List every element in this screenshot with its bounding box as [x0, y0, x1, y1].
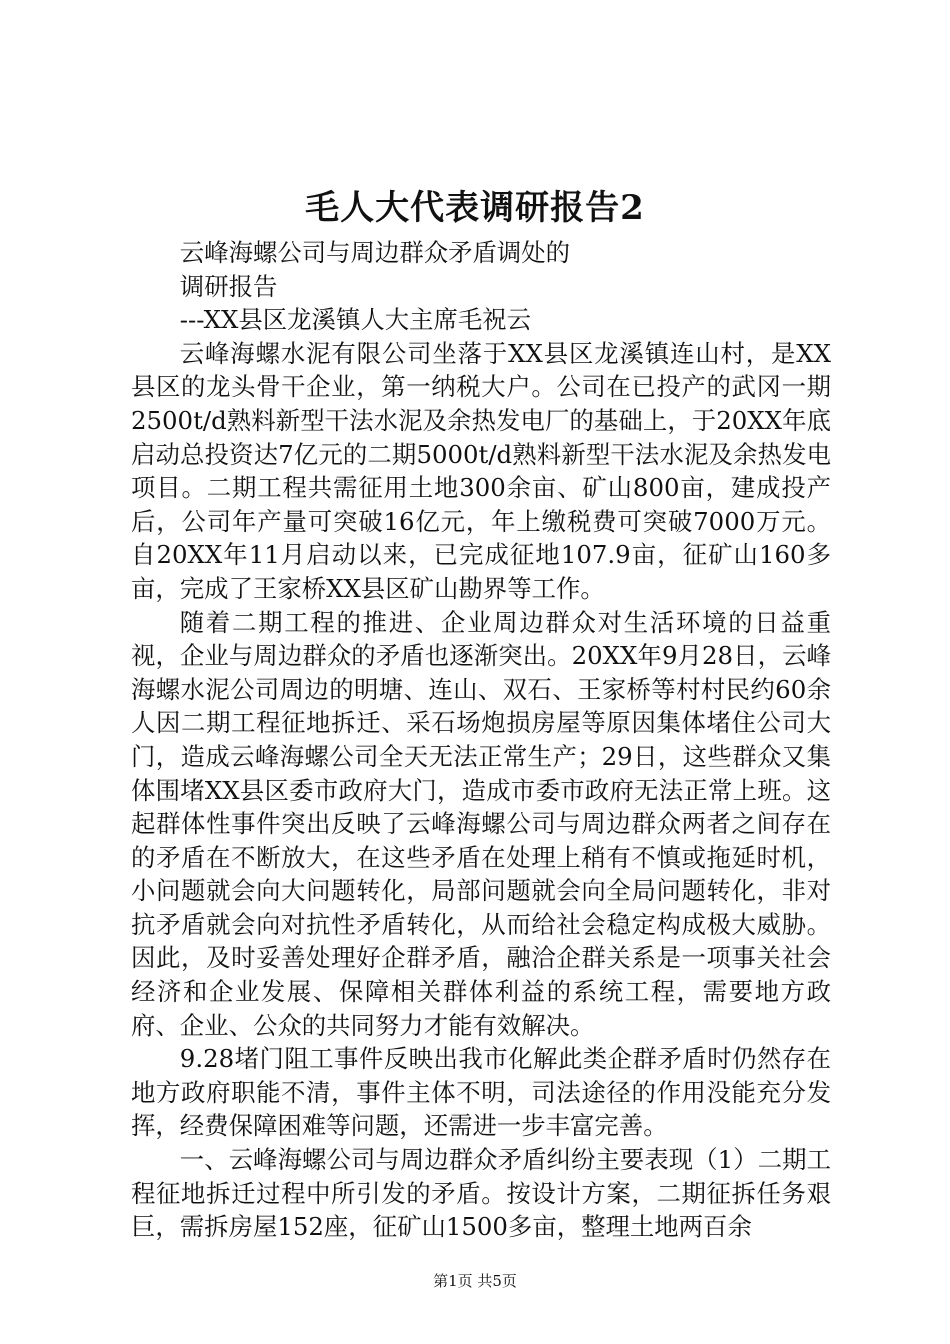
- body-paragraph: 9.28堵门阻工事件反映出我市化解此类企群矛盾时仍然存在地方政府职能不清，事件主体不明，司法途径的作用没能充分发挥，经费保障困难等问题，还需进一步丰富完善。: [131, 1044, 831, 1141]
- body-paragraph: 随着二期工程的推进、企业周边群众对生活环境的日益重视，企业与周边群众的矛盾也逐渐突出。20XX年9月28日，云峰海螺水泥公司周边的明塘、连山、双石、王家桥等村村民约60余人因二期工程征地拆迁、采石场炮损房屋等原因集体堵住公司大门，造成云峰海螺公司全天无法正常生产；29日，这些群众又集体围堵XX县区委市政府大门，造成市委市政府无法正常上班。这起群体性事件突出反映了云峰海螺公司与周边群众两者之间存在的矛盾在不断放大，在这些矛盾在处理上稍有不慎或拖延时机，小问题就会向大问题转化，局部问题就会向全局问题转化，非对抗矛盾就会向对抗性矛盾转化，从而给社会稳定构成极大威胁。因此，及时妥善处理好企群矛盾，融洽企群关系是一项事关社会经济和企业发展、保障相关群体利益的系统工程，需要地方政府、企业、公众的共同努力才能有效解决。: [131, 607, 831, 1040]
- page-number-footer: 第1页 共5页: [433, 1272, 517, 1290]
- document-body: [131, 236, 831, 1244]
- author-line: ---XX县区龙溪镇人大主席毛祝云: [179, 305, 532, 335]
- body-paragraph: 一、云峰海螺公司与周边群众矛盾纠纷主要表现（1）二期工程征地拆迁过程中所引发的矛盾。按设计方案，二期征拆任务艰巨，需拆房屋152座，征矿山1500多亩，整理土地两百余: [131, 1145, 831, 1242]
- body-paragraph: 云峰海螺水泥有限公司坐落于XX县区龙溪镇连山村，是XX县区的龙头骨干企业，第一纳税大户。公司在已投产的武冈一期2500t/d熟料新型干法水泥及余热发电厂的基础上，于20XX年底启动总投资达7亿元的二期5000t/d熟料新型干法水泥及余热发电项目。二期工程共需征用土地300余亩、矿山800亩，建成投产后，公司年产量可突破16亿元，年上缴税费可突破7000万元。自20XX年11月启动以来，已完成征地107.9亩，征矿山160多亩，完成了王家桥XX县区矿山勘界等工作。: [131, 338, 831, 603]
- document-title: 毛人大代表调研报告2: [305, 188, 645, 228]
- subtitle-line-1: 云峰海螺公司与周边群众矛盾调处的: [179, 238, 571, 267]
- subtitle-line-2: 调研报告: [179, 271, 278, 301]
